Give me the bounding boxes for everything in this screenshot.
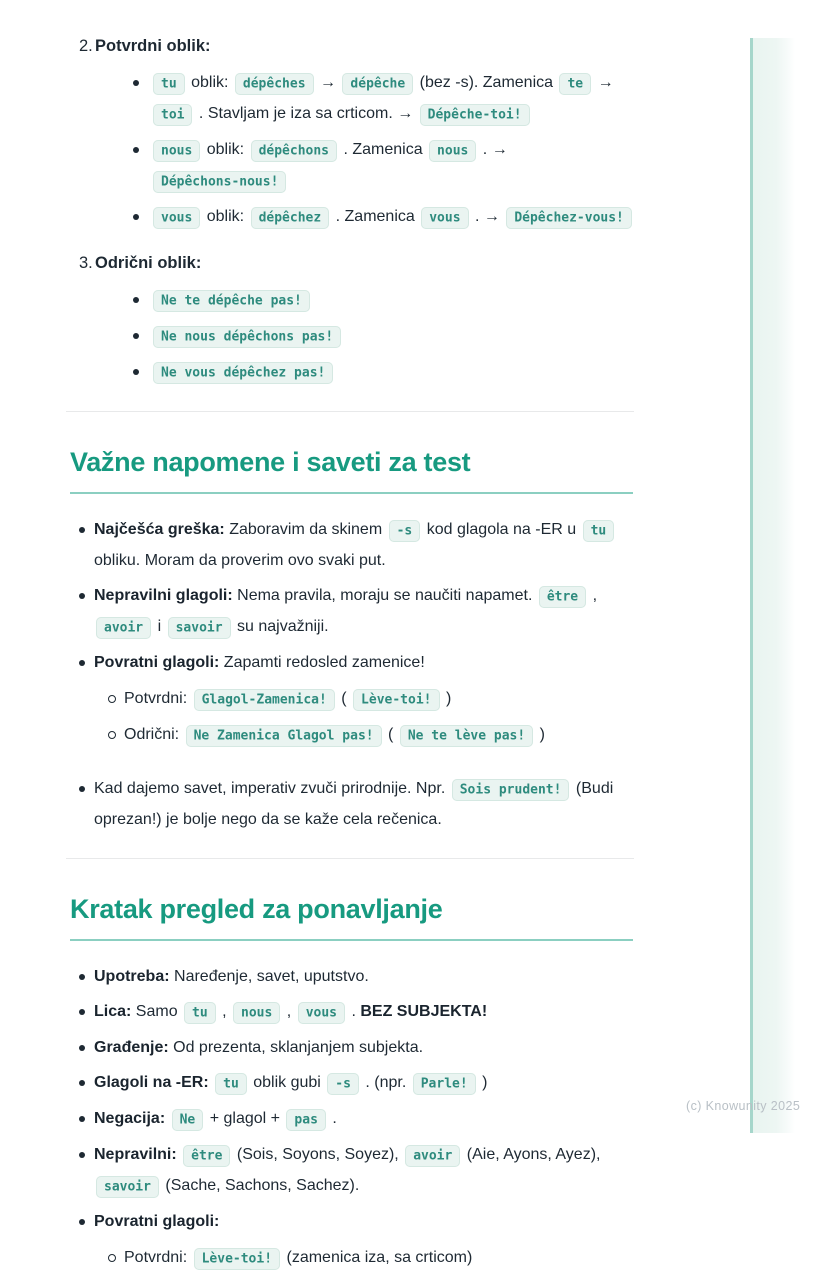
code-chip: pas [286,1109,325,1131]
list-item [66,774,636,835]
list-item [95,357,636,388]
bullet-marker [133,297,139,303]
section-napomene [66,445,636,835]
code-chip: Dépêchons-nous! [153,171,286,193]
bold-text: Povratni glagoli: [94,1213,220,1230]
list-item-text: Kad dajemo savet, imperativ zvuči prirodnije. Npr. Sois prudent! (Budi oprezan!) je bolje nego da se kaže cela rečenica. [94,780,614,828]
bullet-list [66,962,636,1274]
list-item [66,515,636,576]
circle-bullet-marker [108,1254,116,1262]
bullet-list [66,515,636,835]
bullet-marker [133,147,139,153]
list-item-text: Povratni glagoli: Zapamti redosled zamenice! [94,654,425,671]
bold-text: Građenje: [94,1039,169,1056]
code-chip: Ne Zamenica Glagol pas! [186,725,382,747]
ordered-item [66,34,636,233]
bullet-marker [133,333,139,339]
code-chip: Dépêche-toi! [420,104,530,126]
code-chip: être [539,586,586,608]
list-item [66,648,636,751]
code-chip: nous [429,140,476,162]
code-chip: toi [153,104,192,126]
bullet-list [95,285,636,388]
code-chip: tu [583,520,615,542]
section-divider [66,858,634,859]
bullet-marker [79,1152,85,1158]
list-title: Potvrdni oblik: [95,37,211,55]
list-item-text: tu oblik: dépêches → dépêche (bez -s). Zamenica te → toi . Stavljam je iza sa crticom. → Dépêche-toi! [151,74,614,122]
code-chip: dépêchons [251,140,337,162]
bold-text: Povratni glagoli: [94,654,220,671]
list-item [95,321,636,352]
list-item-text: nous oblik: dépêchons . Zamenica nous . → Dépêchons-nous! [151,141,508,189]
code-chip: avoir [405,1145,460,1167]
bold-text: Upotreba: [94,968,170,985]
code-chip: te [559,73,591,95]
code-chip: Ne [172,1109,204,1131]
code-chip: Lève-toi! [353,689,439,711]
list-item-text [151,327,343,344]
list-item [66,581,636,643]
list-item [66,1104,636,1135]
code-chip: Dépêchez-vous! [506,207,632,229]
code-chip: tu [153,73,185,95]
note-content [66,34,636,1279]
circle-bullet-marker [108,731,116,739]
sub-list-item [94,720,636,751]
ordered-item [66,251,636,388]
list-item [95,68,636,130]
bullet-marker [79,1009,85,1015]
list-item-text: Nepravilni glagoli: Nema pravila, moraju se naučiti napamet. être , avoir i savoir su najvažniji. [94,587,597,635]
list-item [66,997,636,1028]
bold-text: Glagoli na -ER: [94,1074,209,1091]
bold-text: Negacija: [94,1110,166,1127]
list-number: 3. [79,254,93,272]
code-chip: Ne te dépêche pas! [153,290,310,312]
list-item-text: Najčešća greška: Zaboravim da skinem -s kod glagola na -ER u tu obliku. Moram da proverim ovo svaki put. [94,521,616,569]
bullet-list [95,68,636,233]
list-item-text: Nepravilni: être (Sois, Soyons, Soyez), avoir (Aie, Ayons, Ayez), savoir (Sache, Sachons, Sachez). [94,1146,600,1194]
section-potvrdni-oblik [66,34,636,388]
bold-text: Nepravilni glagoli: [94,587,233,604]
list-item [66,1140,636,1202]
list-item-text: Građenje: Od prezenta, sklanjanjem subjekta. [94,1039,424,1056]
code-chip: dépêche [342,73,413,95]
code-chip: Ne te lève pas! [400,725,533,747]
code-chip: nous [233,1002,280,1024]
code-chip: Sois prudent! [452,779,570,801]
code-chip: Ne nous dépêchons pas! [153,326,341,348]
bullet-marker [79,786,85,792]
code-chip: tu [184,1002,216,1024]
list-item-text [151,363,335,380]
list-item [66,1068,636,1099]
list-item [66,1033,636,1063]
sub-list-item [94,1243,636,1274]
bold-text: BEZ SUBJEKTA! [360,1003,488,1020]
list-item-text [94,1213,219,1230]
bullet-marker [133,369,139,375]
bullet-marker [133,214,139,220]
code-chip: tu [215,1073,247,1095]
page-edge-strip [750,38,795,1133]
list-item-text: Potvrdni: Glagol-Zamenica! ( Lève-toi! ) [124,690,451,707]
copyright-watermark: (c) Knowunity 2025 [686,1099,801,1113]
code-chip: être [183,1145,230,1167]
list-item [95,202,636,233]
sub-list-item [94,684,636,715]
bullet-marker [79,1116,85,1122]
section-pregled [66,892,636,1274]
section-heading: Kratak pregled za ponavljanje [70,892,633,941]
list-item-text: Upotreba: Naređenje, savet, uputstvo. [94,968,369,985]
code-chip: vous [421,207,468,229]
list-item-text: Glagoli na -ER: tu oblik gubi -s . (npr. Parle! ) [94,1074,487,1091]
bold-text: Nepravilni: [94,1146,177,1163]
code-chip: savoir [168,617,231,639]
sub-bullet-list [94,684,636,751]
code-chip: dépêchez [251,207,330,229]
code-chip: nous [153,140,200,162]
list-number: 2. [79,37,93,55]
code-chip: vous [298,1002,345,1024]
bold-text: Najčešća greška: [94,521,225,538]
code-chip: -s [327,1073,359,1095]
code-chip: savoir [96,1176,159,1198]
bullet-marker [79,1045,85,1051]
code-chip: Lève-toi! [194,1248,280,1270]
list-item-text: Lica: Samo tu , nous , vous . BEZ SUBJEKTA! [94,1003,487,1020]
section-divider [66,411,634,412]
list-item [66,1207,636,1274]
section-heading: Važne napomene i saveti za test [70,445,633,494]
code-chip: Ne vous dépêchez pas! [153,362,333,384]
code-chip: Glagol-Zamenica! [194,689,335,711]
list-item [95,135,636,197]
list-title: Odrični oblik: [95,254,202,272]
code-chip: -s [389,520,421,542]
list-item [66,962,636,992]
code-chip: vous [153,207,200,229]
bullet-marker [79,974,85,980]
bullet-marker [79,527,85,533]
list-item-text: Negacija: Ne + glagol + pas . [94,1110,337,1127]
bullet-marker [79,593,85,599]
bullet-marker [133,80,139,86]
bullet-marker [79,1219,85,1225]
bullet-marker [79,660,85,666]
list-item-text: Potvrdni: Lève-toi! (zamenica iza, sa crticom) [124,1249,472,1266]
bold-text: Lica: [94,1003,132,1020]
circle-bullet-marker [108,695,116,703]
list-item-text [151,291,312,308]
list-item-text: Odrični: Ne Zamenica Glagol pas! ( Ne te lève pas! ) [124,726,545,743]
bullet-marker [79,1080,85,1086]
list-item [95,285,636,316]
list-item-text: vous oblik: dépêchez . Zamenica vous . → Dépêchez-vous! [151,208,634,225]
code-chip: avoir [96,617,151,639]
sub-bullet-list [94,1243,636,1274]
code-chip: dépêches [235,73,314,95]
code-chip: Parle! [413,1073,476,1095]
